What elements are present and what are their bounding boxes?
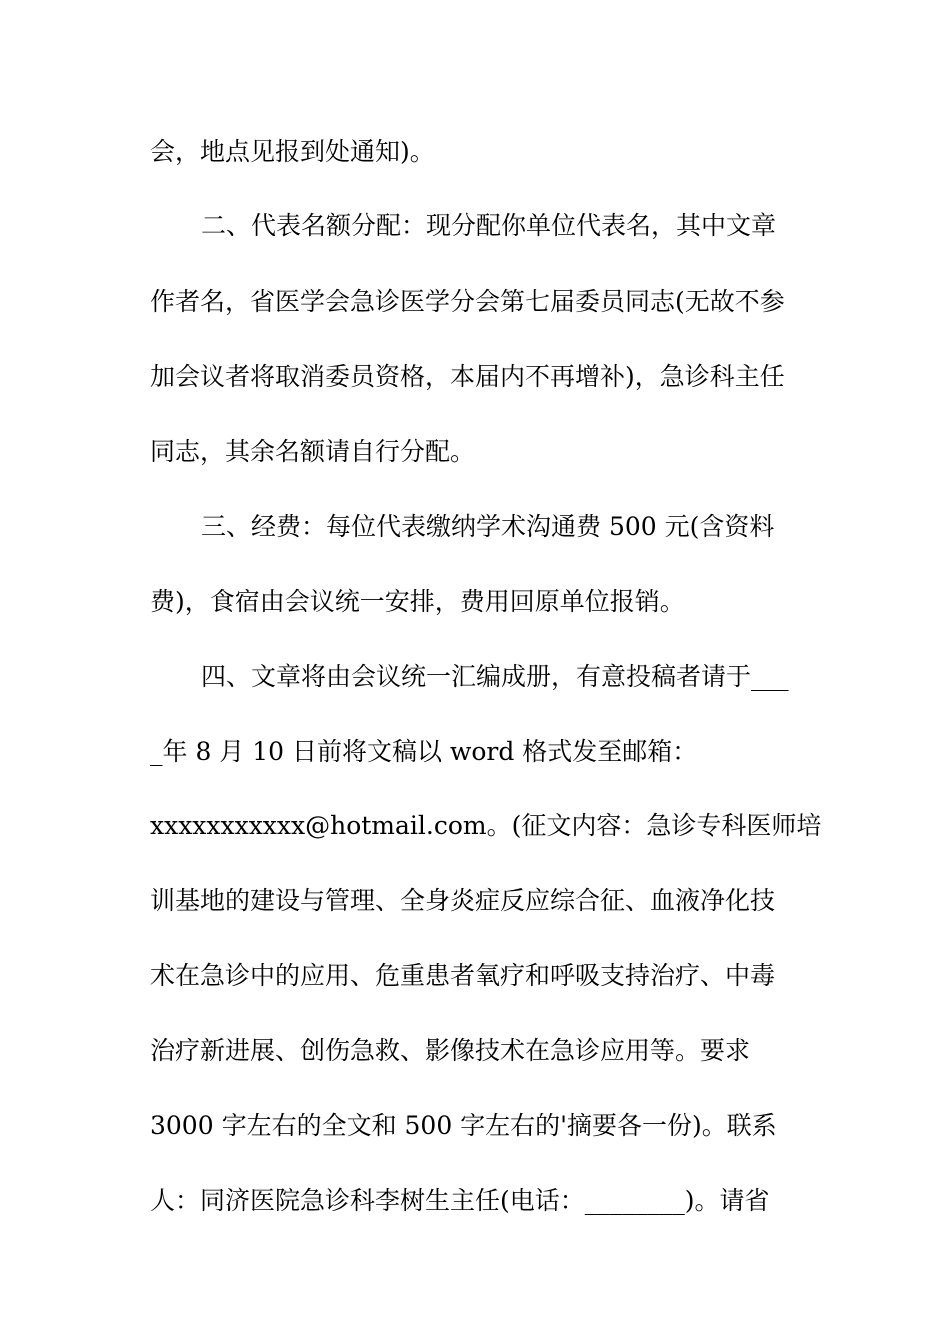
- text-line: 3000 字左右的全文和 500 字左右的'摘要各一份)。联系: [150, 1111, 777, 1140]
- text-line: 加会议者将取消委员资格，本届内不再增补)，急诊科主任: [150, 362, 785, 391]
- text-line: _年 8 月 10 日前将文稿以 word 格式发至邮箱：: [150, 737, 698, 766]
- text-line: 同志，其余名额请自行分配。: [150, 437, 476, 466]
- text-line: 会，地点见报到处通知)。: [150, 137, 435, 166]
- text-line: 费)，食宿由会议统一安排，费用回原单位报销。: [150, 587, 685, 616]
- text-line: 三、经费：每位代表缴纳学术沟通费 500 元(含资料: [201, 512, 775, 541]
- text-line: 人：同济医院急诊科李树生主任(电话：________)。请省: [150, 1186, 770, 1215]
- text-line: xxxxxxxxxxx@hotmail.com。(征文内容：急诊专科医师培: [150, 811, 822, 840]
- text-line: 治疗新进展、创伤急救、影像技术在急诊应用等。要求: [150, 1036, 751, 1065]
- text-line: 二、代表名额分配：现分配你单位代表名，其中文章: [201, 211, 777, 240]
- text-line: 训基地的建设与管理、全身炎症反应综合征、血液净化技: [150, 886, 776, 915]
- text-line: 四、文章将由会议统一汇编成册，有意投稿者请于___: [201, 662, 789, 691]
- text-line: 术在急诊中的应用、危重患者氧疗和呼吸支持治疗、中毒: [150, 961, 776, 990]
- text-line: 作者名，省医学会急诊医学分会第七届委员同志(无故不参: [150, 287, 785, 316]
